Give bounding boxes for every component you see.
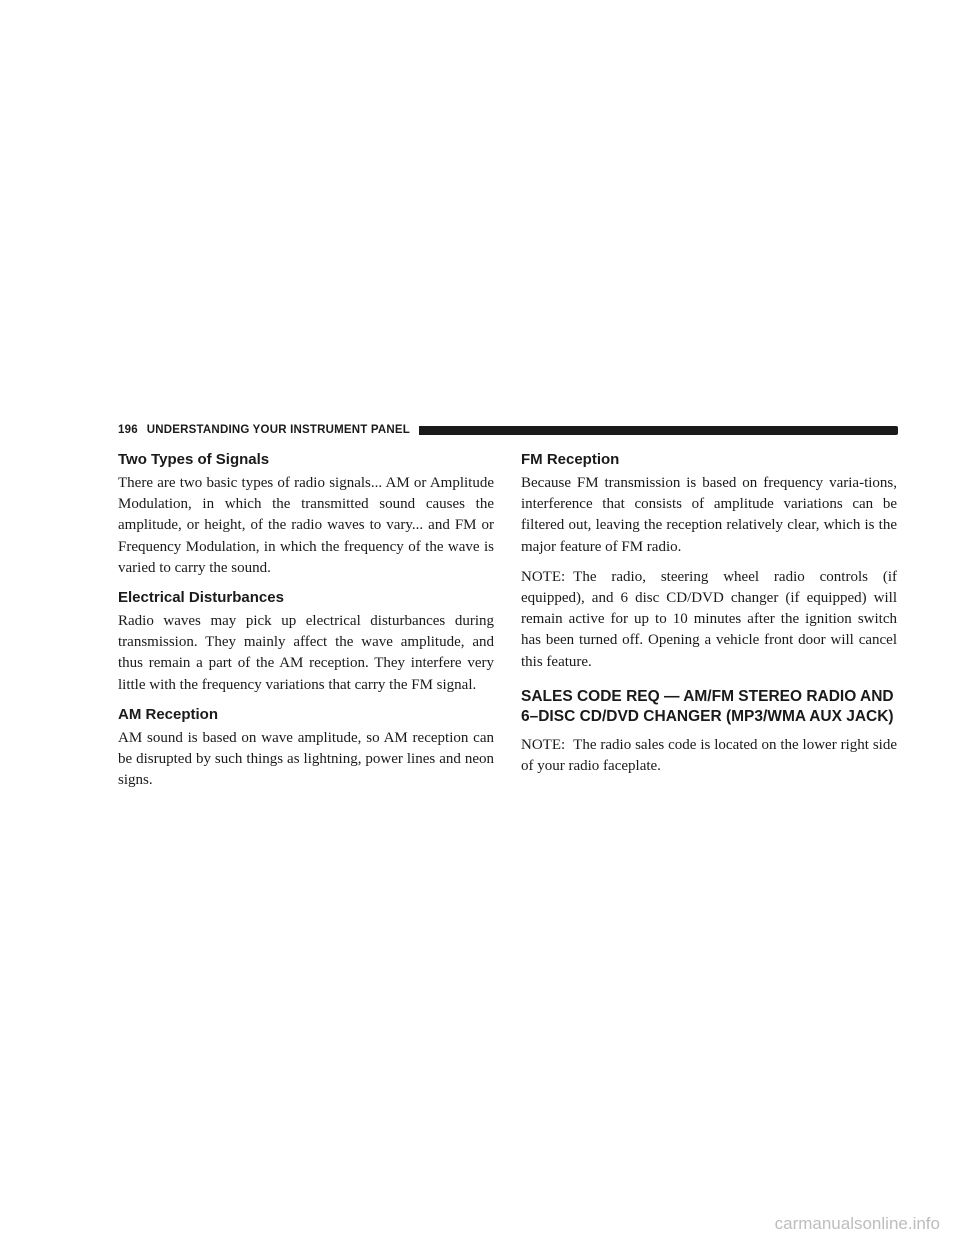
paragraph-electrical-disturbances: Radio waves may pick up electrical disturbances during transmission. They mainly affect the wave amplitude, and thus remain a part of the AM reception. They interfere very little with the frequency variations that carry the FM signal.	[118, 613, 494, 693]
heading-fm-reception: FM Reception	[521, 451, 620, 468]
left-column	[118, 450, 494, 800]
heading-am-reception: AM Reception	[118, 705, 219, 723]
watermark: carmanualsonline.info	[774, 1214, 940, 1233]
note-text: The radio, steering wheel radio controls (if equipped), and 6 disc CD/DVD changer (if equipped) will remain active for up to 10 minutes after the ignition switch has been turned off. Opening a vehicle front door will cancel this feature.	[521, 568, 897, 670]
note-text: The radio sales code is located on the lower right side of your radio faceplate.	[521, 736, 897, 775]
note-label: NOTE:	[521, 736, 566, 753]
right-column	[521, 450, 897, 786]
note-ignition	[521, 567, 897, 673]
note-sales-code	[521, 735, 897, 777]
header-rule	[419, 426, 898, 435]
heading-sales-code: SALES CODE REQ — AM/FM STEREO RADIO AND 6–DISC CD/DVD CHANGER (MP3/WMA AUX JACK)	[521, 687, 894, 725]
paragraph-am-reception: AM sound is based on wave amplitude, so AM reception can be disrupted by such things as lightning, power lines and neon signs.	[118, 729, 494, 789]
paragraph-two-types-of-signals: There are two basic types of radio signals... AM or Amplitude Modulation, in which the transmitted sound causes the amplitude, or height, of the radio waves to vary... and FM or Frequency Modulation, in which the frequency of the wave is varied to carry the sound.	[118, 475, 494, 576]
section-title: UNDERSTANDING YOUR INSTRUMENT PANEL	[146, 424, 410, 436]
heading-two-types-of-signals: Two Types of Signals	[118, 451, 270, 468]
note-label: NOTE:	[521, 568, 566, 585]
heading-electrical-disturbances: Electrical Disturbances	[118, 589, 284, 607]
paragraph-fm-reception: Because FM transmission is based on frequency varia-tions, interference that consists of amplitude variations can be filtered out, leaving the reception relatively clear, which is the major feature of FM radio.	[521, 475, 897, 555]
page-number: 196	[118, 424, 138, 436]
page-header	[118, 420, 898, 440]
